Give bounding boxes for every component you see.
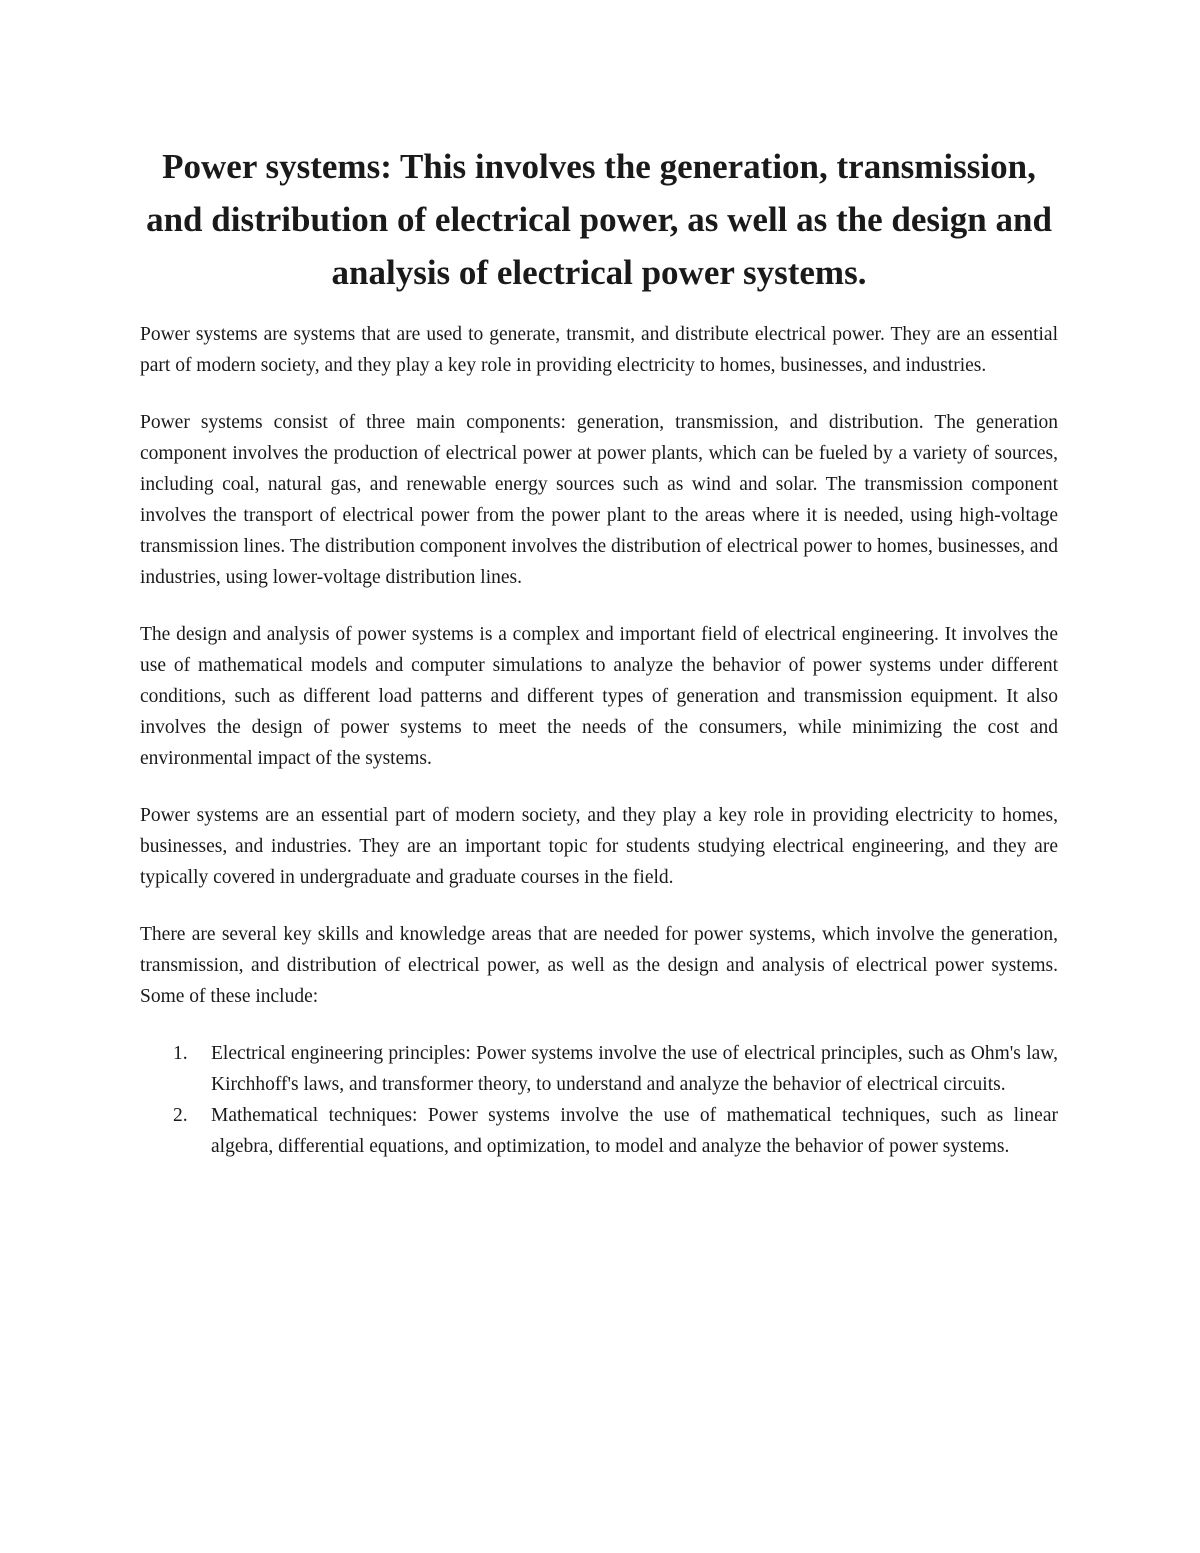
list-number: 1. (173, 1043, 188, 1064)
list-number: 2. (173, 1105, 188, 1126)
paragraph-1: Power systems are systems that are used to generate, transmit, and distribute electrical power. They are an essential part of modern society, and they play a key role in providing electricity to homes, businesses, and industries. (140, 324, 1058, 376)
paragraph-5: There are several key skills and knowledge areas that are needed for power systems, which involve the generation, transmission, and distribution of electrical power, as well as the design and analysis of electrical power systems. Some of these include: (140, 924, 1058, 1007)
document-title: Power systems: This involves the generation, transmission, and distribution of electrical power, as well as the design and analysis of electrical power systems. (146, 147, 1052, 292)
paragraph-4: Power systems are an essential part of modern society, and they play a key role in providing electricity to homes, businesses, and industries. They are an important topic for students studying electrical engineering, and they are typically covered in undergraduate and graduate courses in the field. (140, 805, 1058, 888)
paragraph-3: The design and analysis of power systems is a complex and important field of electrical engineering. It involves the use of mathematical models and computer simulations to analyze the behavior of power systems under different conditions, such as different load patterns and different types of generation and transmission equipment. It also involves the design of power systems to meet the needs of the consumers, while minimizing the cost and environmental impact of the systems. (140, 624, 1058, 769)
document-page (140, 140, 1058, 1162)
list-item (140, 1038, 1058, 1100)
paragraph-2: Power systems consist of three main components: generation, transmission, and distribution. The generation component involves the production of electrical power at power plants, which can be fueled by a variety of sources, including coal, natural gas, and renewable energy sources such as wind and solar. The transmission component involves the transport of electrical power from the power plant to the areas where it is needed, using high-voltage transmission lines. The distribution component involves the distribution of electrical power to homes, businesses, and industries, using lower-voltage distribution lines. (140, 412, 1058, 588)
list-item-text: Electrical engineering principles: Power systems involve the use of electrical principles, such as Ohm's law, Kirchhoff's laws, and transformer theory, to understand and analyze the behavior of electrical circuits. (211, 1043, 1058, 1095)
list-item (140, 1100, 1058, 1162)
numbered-list (140, 1038, 1058, 1162)
list-item-text: Mathematical techniques: Power systems involve the use of mathematical techniques, such as linear algebra, differential equations, and optimization, to model and analyze the behavior of power systems. (211, 1105, 1058, 1157)
